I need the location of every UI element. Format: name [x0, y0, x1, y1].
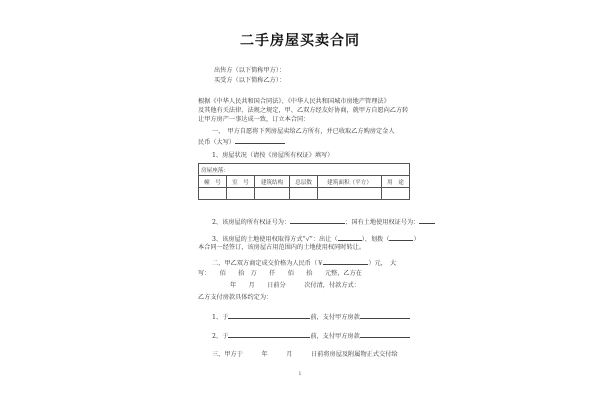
clause-2-line-2: 写： 佰 拾 万 仟 佰 拾 元整，乙方在	[198, 270, 362, 277]
clause-3: 三、甲方于 年 月 日前将房屋及附属物正式交付给	[212, 351, 398, 358]
payment-1-date-blank	[228, 312, 310, 319]
table-header-cell: 建筑面积（平方）	[318, 176, 382, 188]
clause-1-line-2	[198, 137, 285, 147]
clause-2-text-a: 二、甲乙双方商定成交价格为人民币（￥	[212, 260, 324, 267]
ownership-cert-blank	[290, 217, 345, 224]
table-row	[199, 188, 410, 200]
payment-2-text-a: 2、于	[212, 333, 229, 340]
seller-label: 出售方（以下简称甲方）：	[214, 67, 286, 74]
payment-2-amount-blank	[360, 331, 410, 338]
payment-1-text-a: 1、于	[212, 314, 229, 321]
table-header-cell: 用 途	[382, 176, 410, 188]
table-row	[199, 164, 410, 176]
preamble-line-1: 根据《中华人民共和国合同法》、《中华人民共和国城市房地产管理法》	[198, 98, 390, 105]
location-cell: 房屋座落：	[199, 164, 410, 176]
clause-1-line-2-text: 民币（大写）	[198, 139, 236, 146]
table-cell	[382, 188, 410, 200]
property-table	[198, 163, 410, 200]
clause-2-text-b: ）元， 大	[368, 260, 397, 267]
payment-line-1	[212, 312, 410, 322]
item-2-text-a: 2、该房屋的所有权证号为：	[212, 219, 291, 226]
clause-2-line-4: 乙方支付房款具体约定为：	[198, 294, 273, 301]
item-3-text-b: ）、划拨（	[361, 236, 390, 243]
allocation-blank	[389, 234, 413, 241]
table-cell	[290, 188, 318, 200]
buyer-label: 买受方（以下简称乙方）：	[214, 77, 286, 84]
preamble-line-3: 让甲方房产一事达成一致，订立本合同：	[198, 116, 310, 123]
table-header-cell: 室 号	[226, 176, 254, 188]
table-header-row	[199, 176, 410, 188]
payment-1-amount-blank	[360, 312, 410, 319]
item-3-line-2: 本合同一经签订，该房屋占用范围内的土地使用权同时转让。	[198, 244, 366, 251]
item-2-text-b: ；国有土地使用权证号为：	[345, 219, 420, 226]
table-header-cell: 总层数	[290, 176, 318, 188]
land-cert-blank	[419, 217, 435, 224]
clause-2-line-1	[212, 258, 396, 268]
clause-1-line-1: 一、 甲方自愿将下列房屋卖给乙方所有，并已收取乙方购房定金人	[212, 128, 395, 135]
page-number: 1	[298, 371, 302, 377]
table-header-cell: 幢 号	[199, 176, 227, 188]
item-3-text-a: 3、该房屋的土地使用权取得方式“√”：出让（	[212, 236, 338, 243]
price-blank	[323, 258, 368, 265]
item-1-heading: 1、房屋状况（请按《房屋所有权证》填写）	[212, 152, 334, 159]
item-2	[212, 217, 435, 227]
item-3	[212, 234, 420, 244]
table-cell	[318, 188, 382, 200]
payment-line-2	[212, 331, 410, 341]
page-title: 二手房屋买卖合同	[240, 33, 360, 49]
payment-2-date-blank	[228, 331, 310, 338]
preamble-line-2: 及其他有关法律、法规之规定，甲、乙双方经友好协商，就甲方自愿向乙方转	[198, 107, 409, 114]
item-3-text-c: ）	[413, 236, 420, 243]
transfer-blank	[338, 234, 362, 241]
table-cell	[226, 188, 254, 200]
table-cell	[199, 188, 227, 200]
table-cell	[254, 188, 289, 200]
deposit-amount-blank	[235, 137, 285, 144]
clause-2-line-3: 年 月 日前分 次付清，付款方式：	[230, 282, 360, 289]
payment-1-text-b: 前，支付甲方房款	[310, 314, 360, 321]
payment-2-text-b: 前，支付甲方房款	[310, 333, 360, 340]
table-header-cell: 建筑结构	[254, 176, 289, 188]
